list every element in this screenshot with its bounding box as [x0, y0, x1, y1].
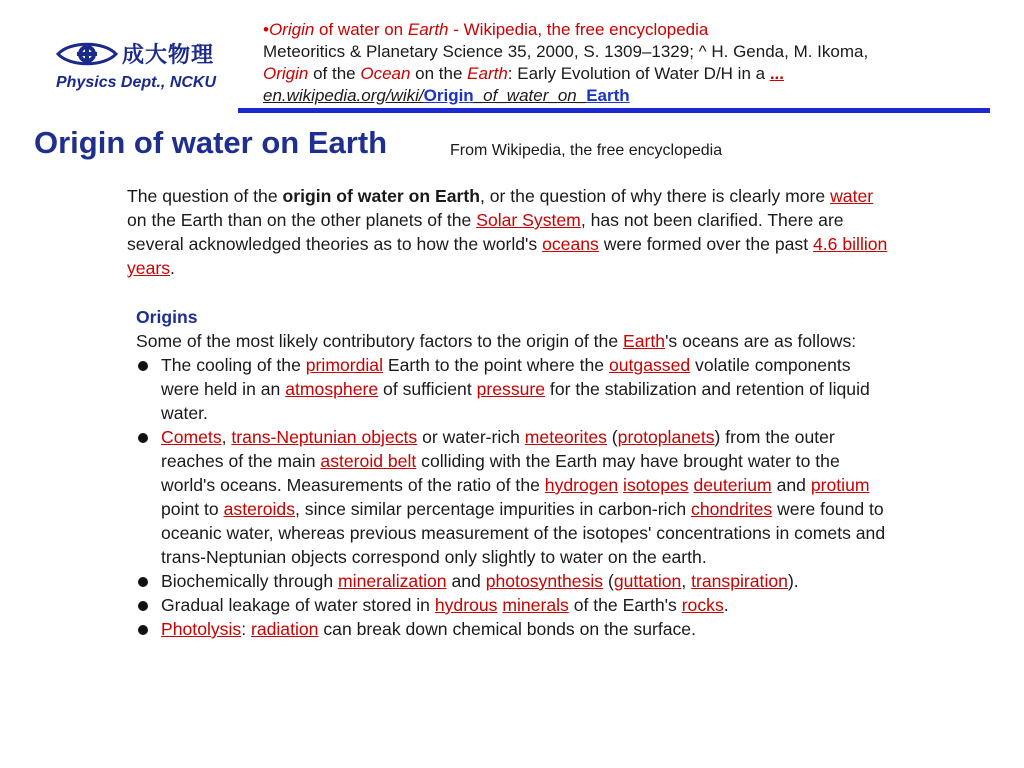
citation-line3-b: on the — [410, 64, 468, 83]
citation-bullet: • — [263, 20, 269, 39]
bullet-dot-icon — [138, 361, 148, 371]
link-trans-neptunian-objects[interactable]: trans-Neptunian objects — [231, 427, 418, 447]
link-hydrous[interactable]: hydrous — [434, 595, 498, 615]
b2-text: and — [771, 475, 811, 495]
origins-heading: Origins — [136, 307, 198, 327]
link-water[interactable]: water — [830, 186, 874, 206]
b3-text: Biochemically through — [161, 571, 339, 591]
b2-text: , — [221, 427, 232, 447]
link-solar-system[interactable]: Solar System — [476, 210, 581, 230]
b2-text: ) from the outer reaches of the main — [161, 427, 835, 471]
link-minerals[interactable]: minerals — [502, 595, 569, 615]
list-item — [136, 593, 886, 617]
intro-text-5: were formed over the past — [598, 234, 813, 254]
citation-title-earth: Earth — [407, 20, 449, 39]
list-item — [136, 425, 886, 569]
citation-origin-word: Origin — [263, 64, 309, 83]
origins-lead-1: Some of the most likely contributory factors to the origin of the — [136, 331, 623, 351]
b5-text: can break down chemical bonds on the surface. — [318, 619, 696, 639]
link-photolysis[interactable]: Photolysis — [161, 619, 242, 639]
bullet-dot-icon — [138, 625, 148, 635]
citation-line-2: Meteoritics & Planetary Science 35, 2000, S. 1309–1329; ^ H. Genda, M. Ikoma, — [263, 42, 869, 61]
link-outgassed[interactable]: outgassed — [608, 355, 691, 375]
link-photosynthesis[interactable]: photosynthesis — [485, 571, 604, 591]
link-asteroid-belt[interactable]: asteroid belt — [320, 451, 417, 471]
link-radiation[interactable]: radiation — [250, 619, 319, 639]
b2-text: colliding with the Earth may have brought water to the world's oceans. Measurements of the ratio of the — [161, 451, 840, 495]
citation-line-3 — [263, 63, 993, 85]
origins-lead — [136, 329, 886, 353]
link-4-6-billion-years[interactable]: 4.6 billion years — [127, 234, 888, 278]
b3-text: ( — [603, 571, 614, 591]
page-title: Origin of water on Earth — [34, 125, 388, 160]
origins-lead-2: 's oceans are as follows: — [665, 331, 857, 351]
b3-text: , — [681, 571, 692, 591]
b4-text: of the Earth's — [568, 595, 682, 615]
citation-block — [263, 19, 993, 107]
link-transpiration[interactable]: transpiration — [691, 571, 788, 591]
citation-url-mid: _of_water_on_ — [473, 86, 587, 105]
department-logo — [56, 38, 236, 98]
citation-url-prefix: en.wikipedia.org/wiki/ — [263, 86, 424, 105]
link-isotopes[interactable]: isotopes — [623, 475, 689, 495]
b1-text: volatile components were held in an — [161, 355, 851, 399]
citation-line3-a: of the — [308, 64, 361, 83]
b1-text: The cooling of the — [161, 355, 306, 375]
b2-text: point to — [161, 499, 224, 519]
b4-text: Gradual leakage of water stored in — [161, 595, 435, 615]
intro-text-6: . — [170, 258, 175, 278]
b3-text: ). — [787, 571, 799, 591]
b4-text: . — [723, 595, 729, 615]
link-protoplanets[interactable]: protoplanets — [617, 427, 715, 447]
link-pressure[interactable]: pressure — [476, 379, 546, 399]
link-guttation[interactable]: guttation — [613, 571, 682, 591]
citation-title-mid: of water on — [314, 20, 408, 39]
b2-text: ( — [606, 427, 618, 447]
link-comets[interactable]: Comets — [161, 427, 222, 447]
intro-bold-term: origin of water on Earth — [282, 186, 480, 206]
link-earth[interactable]: Earth — [623, 331, 666, 351]
citation-url-origin: Origin — [423, 86, 474, 105]
link-mineralization[interactable]: mineralization — [338, 571, 447, 591]
logo-english-text: Physics Dept., NCKU — [56, 74, 217, 91]
citation-earth-word: Earth — [467, 64, 508, 83]
list-item — [136, 569, 886, 593]
b1-text: for the stabilization and retention of liquid water. — [161, 379, 870, 423]
list-item — [136, 617, 886, 641]
link-protium[interactable]: protium — [810, 475, 870, 495]
intro-text-3: on the Earth than on the other planets of the — [127, 210, 477, 230]
intro-text-1: The question of the — [127, 186, 283, 206]
origins-list — [136, 353, 886, 641]
link-meteorites[interactable]: meteorites — [524, 427, 607, 447]
citation-url-earth: Earth — [586, 86, 630, 105]
header-divider — [238, 108, 990, 113]
citation-line3-c: : Early Evolution of Water D/H in a — [507, 64, 770, 83]
link-chondrites[interactable]: chondrites — [691, 499, 773, 519]
intro-text-2: , or the question of why there is clearly more — [479, 186, 831, 206]
b2-text: were found to oceanic water, whereas previous measurement of the isotopes' concentrations in comets and trans-Neptunian objects correspond only slightly to water on the earth. — [161, 499, 886, 567]
link-atmosphere[interactable]: atmosphere — [285, 379, 379, 399]
bullet-dot-icon — [138, 601, 148, 611]
bullet-dot-icon — [138, 433, 148, 443]
b5-text: : — [241, 619, 251, 639]
link-hydrogen[interactable]: hydrogen — [544, 475, 619, 495]
link-deuterium[interactable]: deuterium — [693, 475, 772, 495]
intro-paragraph — [127, 184, 897, 280]
link-primordial[interactable]: primordial — [305, 355, 384, 375]
b2-text: or water-rich — [417, 427, 525, 447]
b3-text: and — [446, 571, 486, 591]
b1-text: of sufficient — [378, 379, 477, 399]
bullet-dot-icon — [138, 577, 148, 587]
eye-logo-icon — [56, 40, 118, 68]
link-asteroids[interactable]: asteroids — [223, 499, 295, 519]
citation-title-line[interactable] — [263, 19, 993, 41]
link-rocks[interactable]: rocks — [681, 595, 724, 615]
page-subtitle: From Wikipedia, the free encyclopedia — [450, 142, 723, 159]
b2-text: , since similar percentage impurities in carbon-rich — [295, 499, 692, 519]
origins-section — [136, 305, 886, 641]
list-item — [136, 353, 886, 425]
link-oceans[interactable]: oceans — [542, 234, 599, 254]
b1-text: Earth to the point where the — [383, 355, 609, 375]
citation-title-rest: - Wikipedia, the free encyclopedia — [448, 20, 709, 39]
citation-title-origin: Origin — [268, 20, 315, 39]
citation-url[interactable] — [263, 85, 993, 107]
logo-chinese-text: 成大物理 — [122, 42, 215, 68]
intro-text-4: , has not been clarified. There are several acknowledged theories as to how the world's — [127, 210, 844, 254]
citation-ocean-word: Ocean — [360, 64, 411, 83]
citation-more-link[interactable]: ... — [769, 64, 784, 83]
